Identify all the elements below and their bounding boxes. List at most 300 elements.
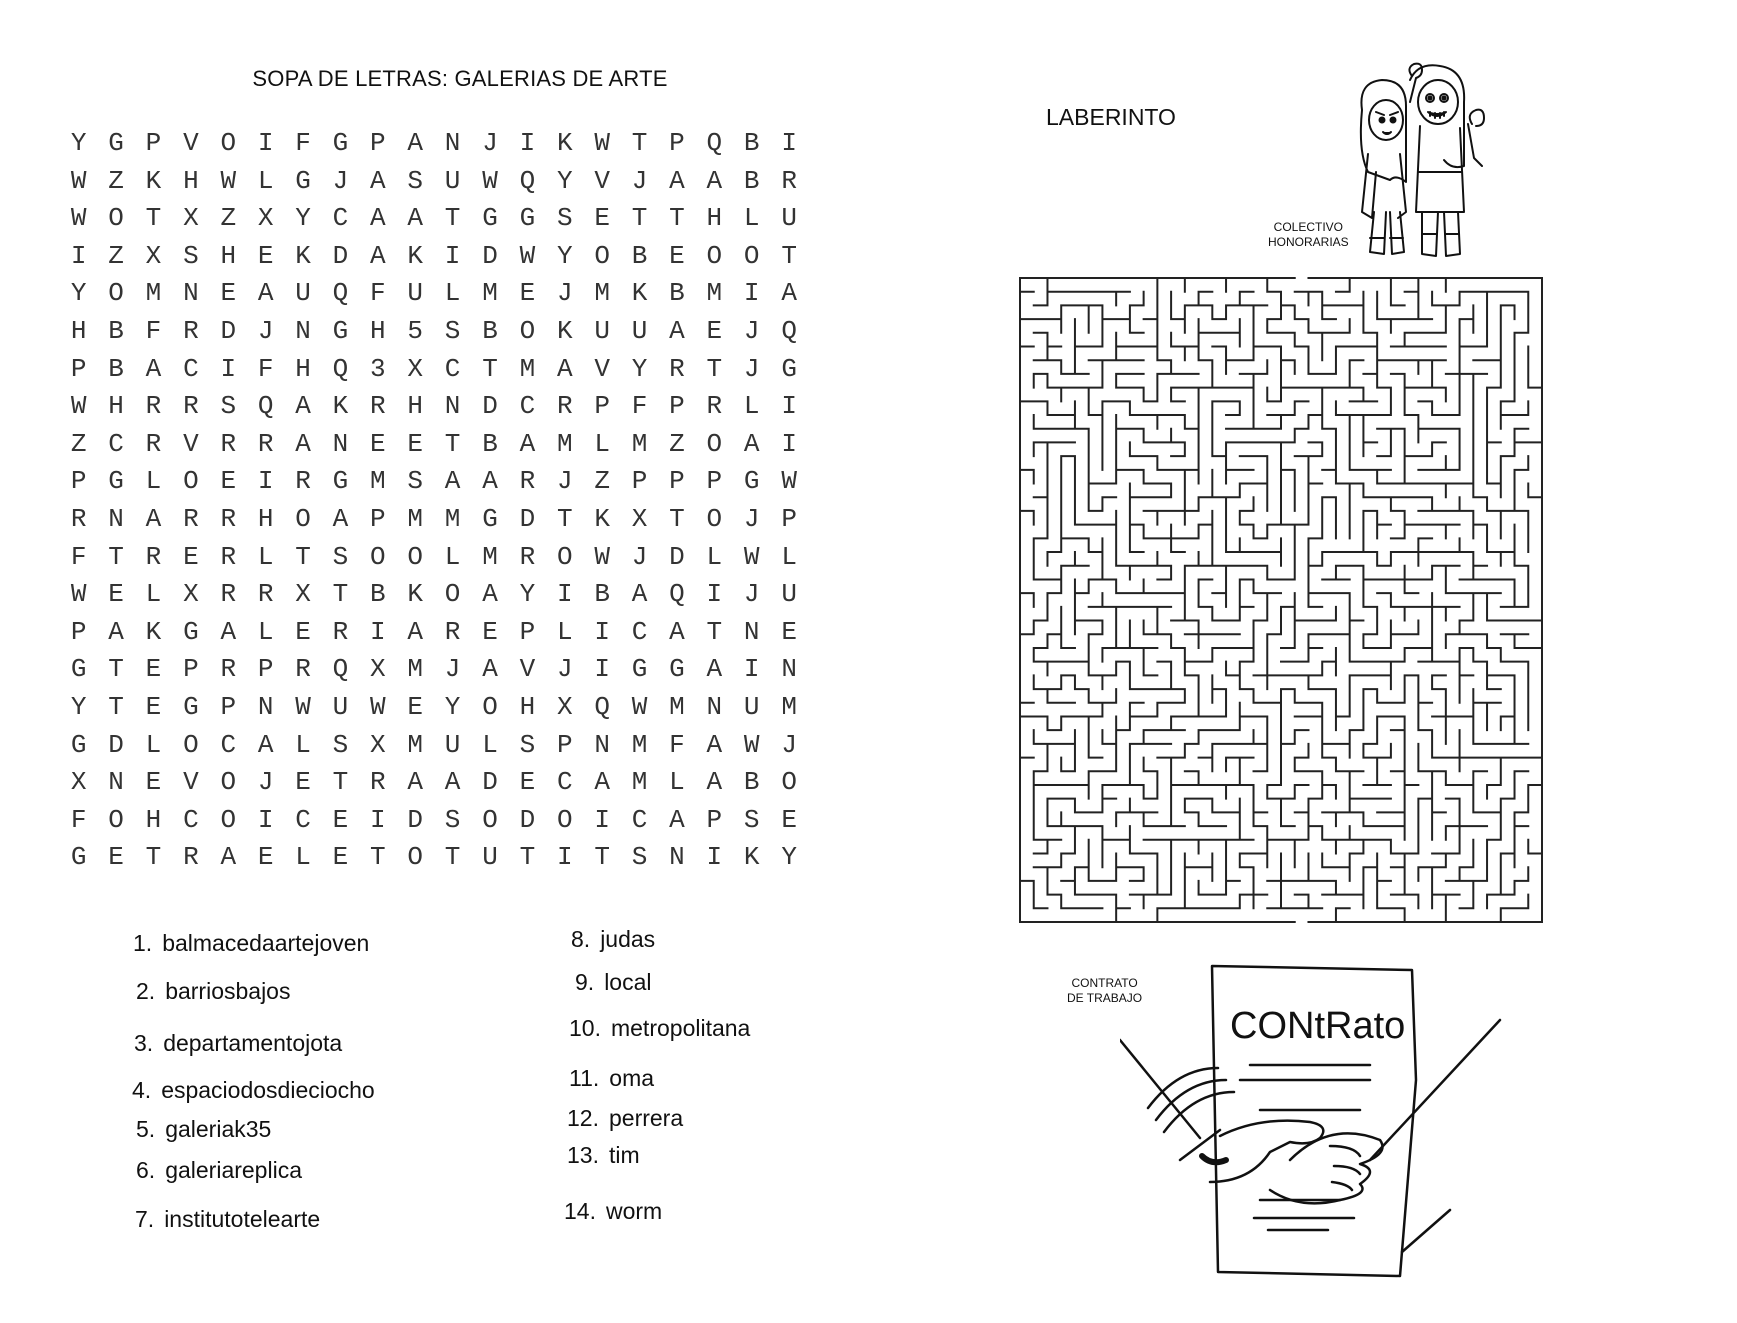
- grid-letter: S: [220, 391, 237, 422]
- grid-letter: G: [669, 654, 685, 685]
- grid-letter: F: [631, 391, 648, 422]
- grid-letter: F: [145, 315, 162, 346]
- grid-letter: T: [669, 203, 685, 234]
- grid-letter: A: [594, 767, 610, 798]
- grid-letter: G: [108, 466, 124, 497]
- grid-letter: T: [556, 503, 573, 534]
- grid-letter: W: [743, 541, 760, 572]
- grid-letter: A: [669, 315, 685, 346]
- grid-letter: W: [594, 541, 610, 572]
- grid-letter: I: [743, 278, 760, 309]
- grid-letter: I: [743, 654, 760, 685]
- grid-letter: R: [444, 616, 461, 647]
- grid-letter: T: [482, 353, 498, 384]
- grid-letter: J: [743, 579, 760, 610]
- grid-letter: S: [407, 466, 424, 497]
- grid-letter: O: [220, 128, 237, 158]
- grid-letter: P: [631, 466, 648, 497]
- grid-letter: E: [220, 278, 237, 309]
- grid-letter: N: [444, 391, 461, 422]
- grid-letter: O: [594, 240, 610, 271]
- grid-letter: R: [370, 391, 386, 422]
- grid-letter: K: [594, 503, 610, 534]
- grid-letter: I: [594, 804, 610, 835]
- grid-letter: R: [370, 767, 386, 798]
- grid-letter: Z: [70, 428, 87, 459]
- grid-letter: X: [370, 729, 386, 760]
- grid-letter: U: [631, 315, 648, 346]
- grid-letter: X: [145, 240, 162, 271]
- word-list-item: 11. oma: [569, 1065, 655, 1091]
- grid-letter: L: [257, 541, 274, 572]
- grid-letter: I: [444, 240, 461, 271]
- grid-letter: Z: [108, 165, 124, 196]
- grid-letter: H: [519, 691, 536, 722]
- grid-letter: B: [108, 315, 124, 346]
- grid-letter: G: [743, 466, 760, 497]
- grid-letter: E: [145, 691, 162, 722]
- grid-letter: R: [220, 579, 237, 610]
- grid-letter: L: [669, 767, 685, 798]
- grid-letter: A: [669, 804, 685, 835]
- grid-letter: S: [519, 729, 536, 760]
- grid-letter: B: [482, 315, 498, 346]
- grid-letter: K: [631, 278, 648, 309]
- grid-letter: O: [407, 842, 424, 873]
- grid-letter: S: [332, 541, 349, 572]
- grid-letter: N: [444, 128, 461, 158]
- grid-letter: Q: [706, 128, 723, 158]
- grid-letter: M: [519, 353, 536, 384]
- grid-letter: W: [631, 691, 648, 722]
- grid-letter: G: [183, 691, 199, 722]
- grid-letter: Y: [556, 165, 573, 196]
- grid-letter: P: [70, 466, 87, 497]
- grid-letter: P: [669, 128, 685, 158]
- grid-letter: T: [145, 842, 162, 873]
- grid-letter: O: [108, 203, 124, 234]
- grid-letter: X: [257, 203, 274, 234]
- grid-letter: E: [332, 842, 349, 873]
- grid-letter: W: [743, 729, 760, 760]
- grid-letter: W: [781, 466, 797, 497]
- word-list-item: 2. barriosbajos: [136, 978, 291, 1004]
- grid-letter: A: [370, 203, 386, 234]
- grid-letter: O: [295, 503, 311, 534]
- grid-letter: T: [295, 541, 311, 572]
- grid-letter: P: [145, 128, 162, 158]
- grid-letter: 3: [370, 353, 386, 384]
- grid-letter: O: [108, 804, 124, 835]
- grid-letter: M: [407, 729, 424, 760]
- grid-letter: E: [519, 278, 536, 309]
- grid-letter: Q: [332, 654, 349, 685]
- grid-letter: J: [332, 165, 349, 196]
- grid-letter: G: [332, 128, 349, 158]
- grid-letter: I: [781, 391, 797, 422]
- grid-letter: Q: [257, 391, 274, 422]
- grid-letter: E: [706, 315, 723, 346]
- grid-letter: K: [407, 240, 424, 271]
- grid-letter: L: [556, 616, 573, 647]
- grid-letter: U: [332, 691, 349, 722]
- grid-letter: I: [556, 579, 573, 610]
- grid-letter: A: [407, 616, 424, 647]
- grid-letter: R: [220, 541, 237, 572]
- grid-letter: X: [295, 579, 311, 610]
- grid-letter: L: [145, 729, 162, 760]
- grid-letter: Q: [669, 579, 685, 610]
- grid-letter: I: [594, 654, 610, 685]
- grid-letter: A: [220, 842, 237, 873]
- grid-letter: T: [370, 842, 386, 873]
- grid-letter: Y: [519, 579, 536, 610]
- grid-letter: Y: [781, 842, 797, 873]
- grid-letter: U: [743, 691, 760, 722]
- grid-letter: D: [407, 804, 424, 835]
- grid-letter: Q: [332, 278, 349, 309]
- grid-letter: C: [108, 428, 124, 459]
- grid-letter: D: [332, 240, 349, 271]
- grid-letter: A: [257, 278, 274, 309]
- grid-letter: P: [669, 391, 685, 422]
- grid-letter: F: [257, 353, 274, 384]
- grid-letter: D: [482, 767, 498, 798]
- grid-letter: J: [556, 654, 573, 685]
- grid-letter: Q: [332, 353, 349, 384]
- grid-letter: E: [183, 541, 199, 572]
- grid-letter: T: [781, 240, 797, 271]
- grid-letter: F: [669, 729, 685, 760]
- grid-letter: J: [631, 165, 648, 196]
- maze-grid: [1017, 275, 1545, 925]
- wordsearch-title: SOPA DE LETRAS: GALERIAS DE ARTE: [252, 66, 668, 91]
- grid-letter: N: [594, 729, 610, 760]
- grid-letter: L: [145, 466, 162, 497]
- grid-letter: D: [482, 391, 498, 422]
- grid-letter: S: [407, 165, 424, 196]
- grid-letter: C: [444, 353, 461, 384]
- grid-letter: G: [295, 165, 311, 196]
- grid-letter: J: [631, 541, 648, 572]
- grid-letter: X: [70, 767, 87, 798]
- grid-letter: H: [407, 391, 424, 422]
- grid-letter: G: [332, 315, 349, 346]
- grid-letter: A: [482, 466, 498, 497]
- grid-letter: I: [370, 616, 386, 647]
- word-list-item: 4. espaciodosdieciocho: [132, 1077, 375, 1103]
- grid-letter: H: [706, 203, 723, 234]
- grid-letter: O: [556, 541, 573, 572]
- grid-letter: V: [183, 767, 199, 798]
- grid-letter: E: [145, 654, 162, 685]
- grid-letter: M: [631, 729, 648, 760]
- grid-letter: U: [594, 315, 610, 346]
- grid-letter: D: [482, 240, 498, 271]
- grid-letter: G: [482, 203, 498, 234]
- grid-letter: B: [743, 165, 760, 196]
- grid-letter: O: [220, 804, 237, 835]
- grid-letter: H: [70, 315, 87, 346]
- grid-letter: J: [556, 466, 573, 497]
- grid-letter: F: [70, 541, 87, 572]
- grid-letter: P: [594, 391, 610, 422]
- grid-letter: O: [706, 240, 723, 271]
- grid-letter: A: [482, 654, 498, 685]
- grid-letter: P: [70, 616, 87, 647]
- grid-letter: N: [295, 315, 311, 346]
- grid-letter: R: [220, 428, 237, 459]
- grid-letter: G: [781, 353, 797, 384]
- grid-letter: A: [145, 503, 162, 534]
- grid-letter: T: [332, 579, 349, 610]
- grid-letter: F: [370, 278, 386, 309]
- grid-letter: M: [407, 503, 424, 534]
- grid-letter: Q: [781, 315, 797, 346]
- grid-letter: U: [444, 729, 461, 760]
- grid-letter: P: [706, 466, 723, 497]
- grid-letter: R: [70, 503, 87, 534]
- grid-letter: A: [108, 616, 124, 647]
- grid-letter: T: [444, 428, 461, 459]
- grid-letter: H: [295, 353, 311, 384]
- grid-letter: M: [370, 466, 386, 497]
- grid-letter: I: [519, 128, 536, 158]
- grid-letter: W: [295, 691, 311, 722]
- grid-letter: K: [145, 616, 162, 647]
- letter-grid: [60, 130, 808, 882]
- grid-letter: G: [482, 503, 498, 534]
- grid-letter: L: [743, 391, 760, 422]
- grid-letter: B: [631, 240, 648, 271]
- collective-caption: [1268, 220, 1349, 250]
- contract-word: CONtRato: [1230, 1005, 1406, 1047]
- protest-girls-illustration: [1340, 62, 1510, 262]
- grid-letter: O: [706, 428, 723, 459]
- grid-letter: 5: [407, 315, 424, 346]
- grid-letter: E: [108, 842, 124, 873]
- grid-letter: D: [220, 315, 237, 346]
- word-list-item: 14. worm: [564, 1198, 663, 1224]
- grid-letter: T: [669, 503, 685, 534]
- grid-letter: A: [407, 203, 424, 234]
- grid-letter: Q: [519, 165, 536, 196]
- grid-letter: G: [332, 466, 349, 497]
- grid-letter: H: [108, 391, 124, 422]
- grid-letter: E: [594, 203, 610, 234]
- grid-letter: Y: [70, 691, 87, 722]
- grid-letter: O: [370, 541, 386, 572]
- grid-letter: M: [594, 278, 610, 309]
- grid-letter: I: [781, 428, 797, 459]
- grid-letter: I: [706, 579, 723, 610]
- grid-letter: I: [781, 128, 797, 158]
- grid-letter: U: [781, 203, 797, 234]
- grid-letter: A: [631, 579, 648, 610]
- grid-letter: R: [257, 579, 274, 610]
- grid-letter: X: [407, 353, 424, 384]
- grid-letter: E: [370, 428, 386, 459]
- grid-letter: T: [444, 842, 461, 873]
- grid-letter: S: [444, 315, 461, 346]
- grid-letter: E: [295, 616, 311, 647]
- grid-letter: I: [706, 842, 723, 873]
- grid-letter: H: [220, 240, 237, 271]
- word-list-item: 12. perrera: [567, 1105, 684, 1131]
- handshake-contract-illustration: [1120, 960, 1520, 1282]
- grid-letter: I: [257, 128, 274, 158]
- grid-letter: V: [594, 165, 610, 196]
- grid-letter: V: [519, 654, 536, 685]
- grid-letter: T: [706, 616, 723, 647]
- word-list-item: 8. judas: [571, 926, 656, 952]
- grid-letter: C: [183, 353, 199, 384]
- word-list-item: 13. tim: [567, 1142, 640, 1168]
- grid-letter: V: [183, 128, 199, 158]
- grid-letter: A: [220, 616, 237, 647]
- grid-letter: U: [295, 278, 311, 309]
- grid-letter: I: [257, 804, 274, 835]
- grid-letter: Y: [70, 278, 87, 309]
- grid-letter: K: [556, 128, 573, 158]
- grid-letter: L: [257, 165, 274, 196]
- grid-letter: E: [145, 767, 162, 798]
- grid-letter: E: [482, 616, 498, 647]
- grid-letter: G: [70, 729, 87, 760]
- grid-letter: W: [70, 165, 87, 196]
- grid-letter: J: [781, 729, 797, 760]
- grid-letter: B: [482, 428, 498, 459]
- grid-letter: O: [519, 315, 536, 346]
- grid-letter: O: [482, 804, 498, 835]
- grid-letter: L: [706, 541, 723, 572]
- grid-letter: M: [669, 691, 685, 722]
- grid-letter: B: [669, 278, 685, 309]
- grid-letter: J: [257, 315, 274, 346]
- grid-letter: N: [183, 278, 199, 309]
- grid-letter: H: [145, 804, 162, 835]
- grid-letter: O: [183, 466, 199, 497]
- grid-letter: O: [183, 729, 199, 760]
- grid-letter: L: [482, 729, 498, 760]
- grid-letter: S: [183, 240, 199, 271]
- grid-letter: N: [781, 654, 797, 685]
- grid-letter: C: [183, 804, 199, 835]
- grid-letter: J: [444, 654, 461, 685]
- grid-letter: M: [482, 278, 498, 309]
- word-list-item: 7. institutotelearte: [135, 1206, 321, 1232]
- grid-letter: P: [183, 654, 199, 685]
- grid-letter: B: [108, 353, 124, 384]
- word-list-item: 10. metropolitana: [569, 1015, 751, 1041]
- grid-letter: Y: [631, 353, 648, 384]
- grid-letter: C: [332, 203, 349, 234]
- grid-letter: M: [407, 654, 424, 685]
- grid-letter: X: [631, 503, 648, 534]
- grid-letter: S: [631, 842, 648, 873]
- grid-letter: C: [556, 767, 573, 798]
- grid-letter: O: [407, 541, 424, 572]
- grid-letter: I: [594, 616, 610, 647]
- grid-letter: T: [444, 203, 461, 234]
- grid-letter: E: [332, 804, 349, 835]
- grid-letter: T: [519, 842, 536, 873]
- grid-letter: G: [631, 654, 648, 685]
- grid-letter: P: [669, 466, 685, 497]
- grid-letter: A: [295, 391, 311, 422]
- grid-letter: J: [257, 767, 274, 798]
- grid-letter: X: [370, 654, 386, 685]
- word-list-item: 6. galeriareplica: [136, 1157, 302, 1183]
- grid-letter: A: [257, 729, 274, 760]
- grid-letter: S: [444, 804, 461, 835]
- word-list-item: 9. local: [575, 969, 652, 995]
- grid-letter: S: [556, 203, 573, 234]
- grid-letter: O: [220, 767, 237, 798]
- grid-letter: R: [220, 503, 237, 534]
- grid-letter: E: [108, 579, 124, 610]
- grid-letter: I: [257, 466, 274, 497]
- grid-letter: A: [706, 165, 723, 196]
- grid-letter: P: [556, 729, 573, 760]
- grid-letter: L: [295, 729, 311, 760]
- grid-letter: C: [631, 616, 648, 647]
- grid-letter: A: [370, 240, 386, 271]
- grid-letter: R: [257, 428, 274, 459]
- grid-letter: Z: [669, 428, 685, 459]
- grid-letter: X: [183, 579, 199, 610]
- grid-letter: Q: [594, 691, 610, 722]
- grid-letter: L: [444, 278, 461, 309]
- grid-letter: W: [594, 128, 610, 158]
- grid-letter: W: [70, 579, 87, 610]
- grid-letter: W: [70, 203, 87, 234]
- grid-letter: N: [669, 842, 685, 873]
- grid-letter: D: [519, 804, 536, 835]
- grid-letter: W: [482, 165, 498, 196]
- grid-letter: I: [556, 842, 573, 873]
- grid-letter: J: [743, 503, 760, 534]
- grid-letter: C: [631, 804, 648, 835]
- grid-letter: A: [743, 428, 760, 459]
- grid-letter: M: [781, 691, 797, 722]
- grid-letter: O: [706, 503, 723, 534]
- grid-letter: R: [295, 466, 311, 497]
- grid-letter: W: [220, 165, 237, 196]
- grid-letter: K: [407, 579, 424, 610]
- grid-letter: X: [183, 203, 199, 234]
- grid-letter: R: [183, 503, 199, 534]
- grid-letter: E: [407, 691, 424, 722]
- grid-letter: A: [669, 165, 685, 196]
- grid-letter: L: [594, 428, 610, 459]
- grid-letter: D: [108, 729, 124, 760]
- grid-letter: A: [706, 767, 723, 798]
- grid-letter: K: [556, 315, 573, 346]
- grid-letter: K: [295, 240, 311, 271]
- grid-letter: D: [519, 503, 536, 534]
- grid-letter: N: [108, 767, 124, 798]
- grid-letter: X: [556, 691, 573, 722]
- grid-letter: O: [482, 691, 498, 722]
- grid-letter: T: [332, 767, 349, 798]
- word-list-item: 1. balmacedaartejoven: [133, 930, 370, 956]
- grid-letter: U: [781, 579, 797, 610]
- grid-letter: Z: [108, 240, 124, 271]
- grid-letter: R: [781, 165, 797, 196]
- grid-letter: P: [257, 654, 274, 685]
- grid-letter: N: [108, 503, 124, 534]
